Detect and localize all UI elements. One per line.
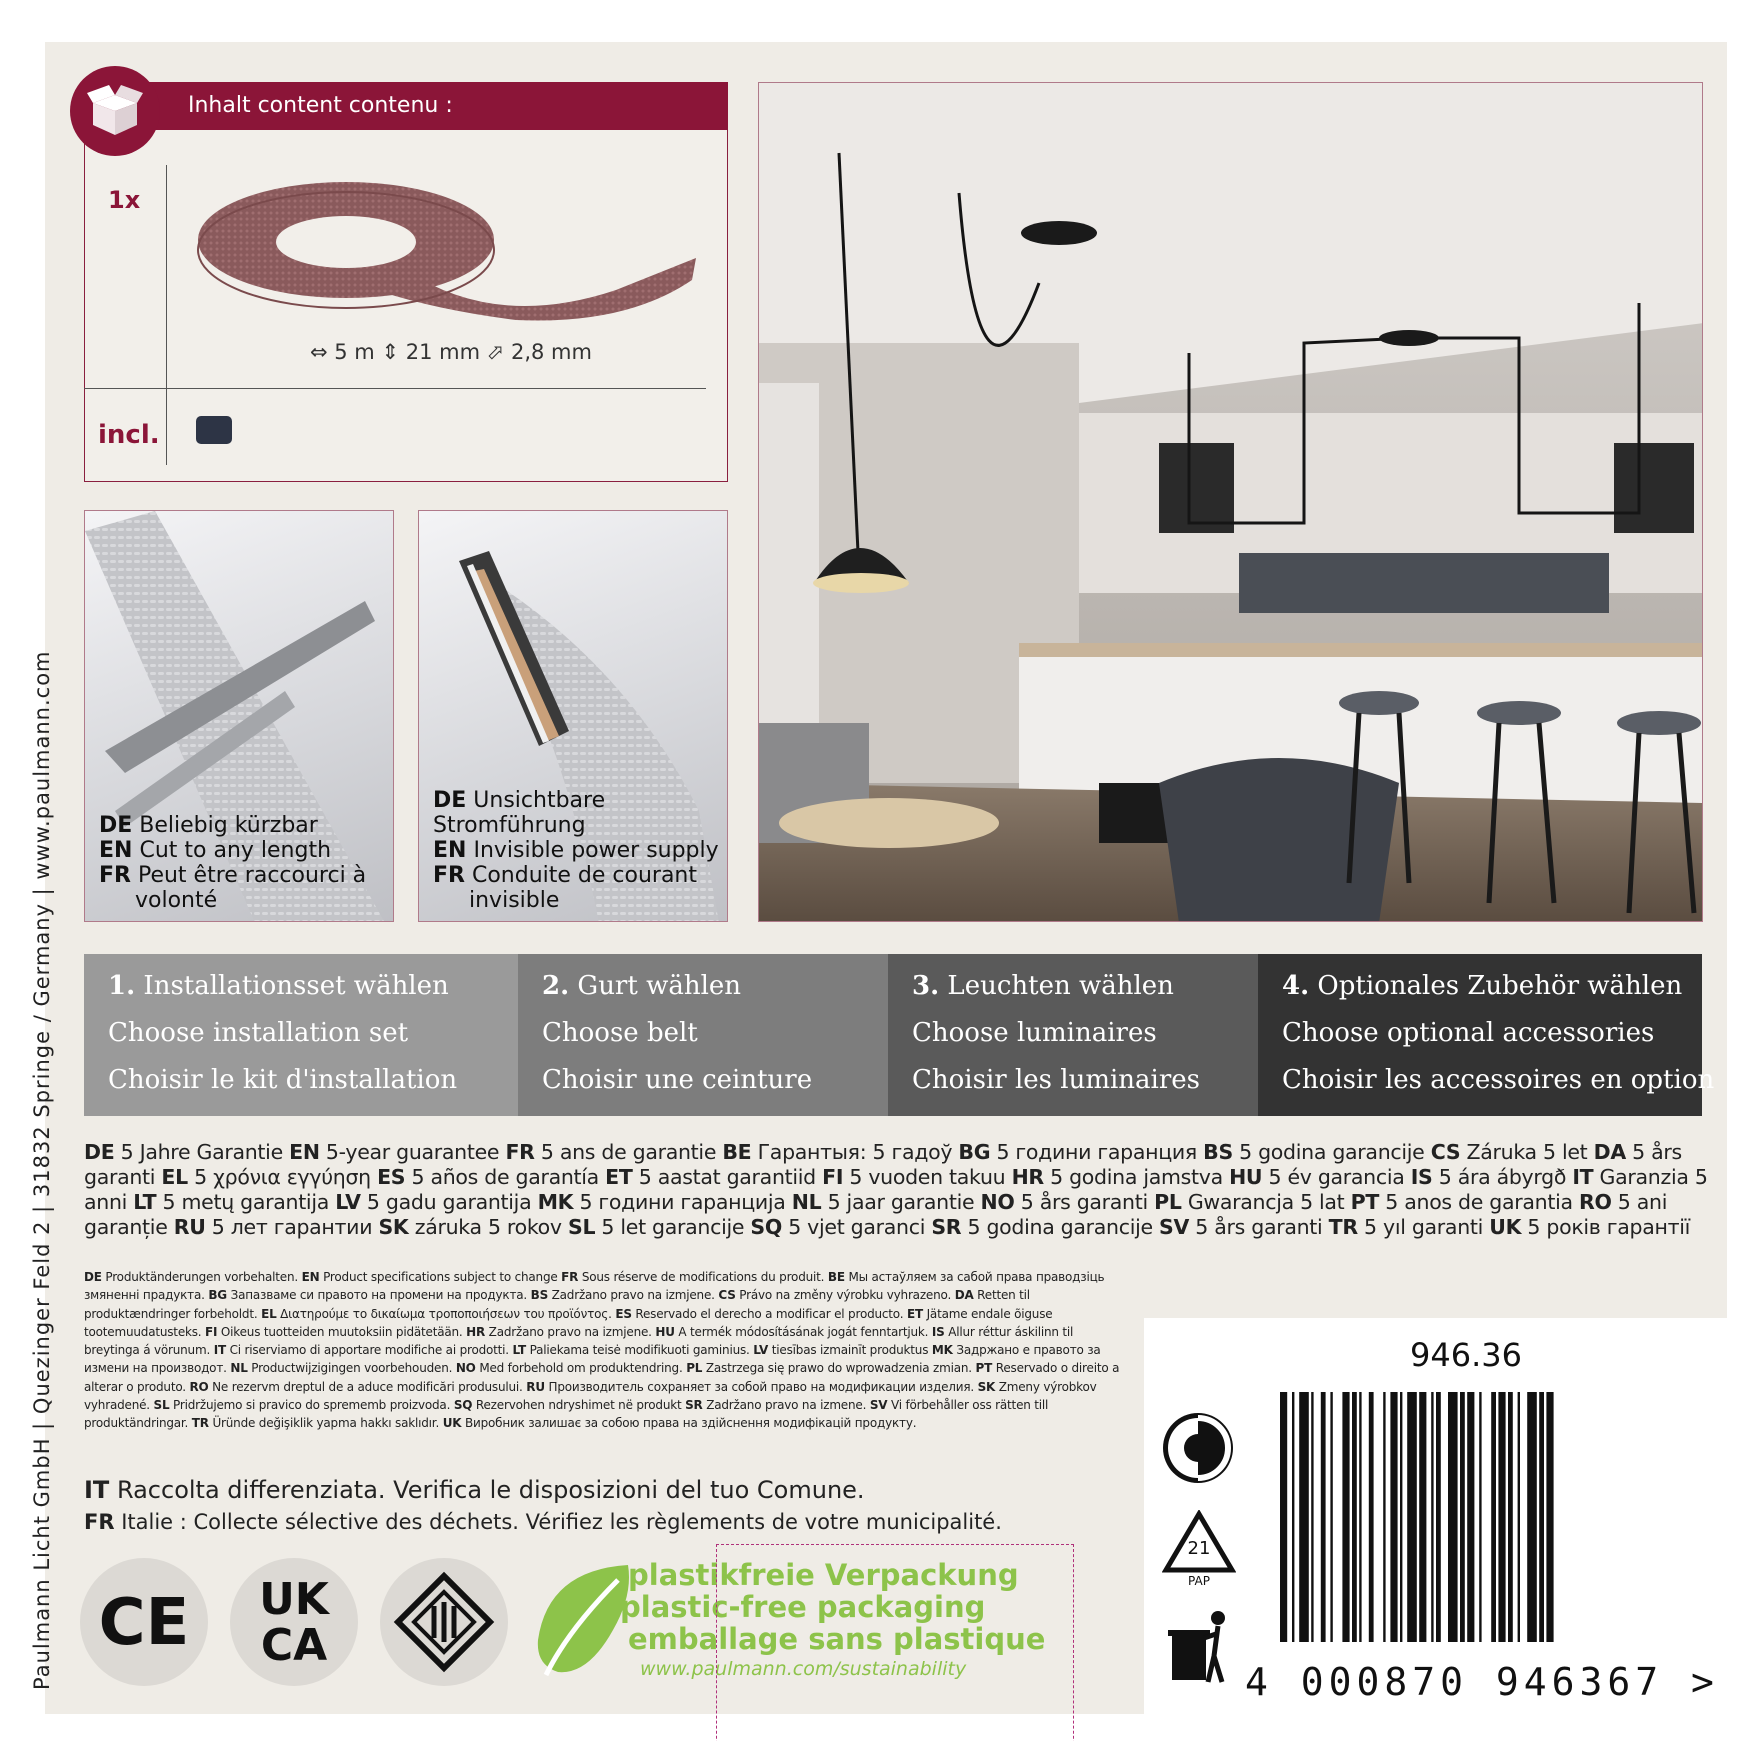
lang-code: BE [722, 1140, 752, 1164]
lang-text: Üründe değişiklik yapma hakkı saklıdır. [208, 1416, 443, 1431]
lang-code: SR [931, 1215, 962, 1239]
step-4: 4. Optionales Zubehör wählen Choose optional accessories Choisir les accessoires en option [1258, 954, 1702, 1116]
lang-text: Gwarancja 5 lat [1181, 1190, 1351, 1214]
lang-text: Productwijzigingen voorbehouden. [247, 1361, 456, 1376]
barcode-bar [1436, 1392, 1441, 1642]
lang-text: 5 års garanti [1189, 1215, 1329, 1239]
lang-text: 5 aastat garantiid [632, 1165, 823, 1189]
lang-code: BE [827, 1270, 845, 1284]
lang-text: Paliekama teisė modifikuoti gaminius. [525, 1343, 754, 1358]
lang-code: HR [1011, 1165, 1044, 1189]
lang-text: Reservado el derecho a modificar el producto. [631, 1306, 907, 1321]
lang-code: SQ [453, 1398, 473, 1413]
lang-code: EN [289, 1140, 320, 1164]
barcode-bar [1518, 1392, 1520, 1642]
barcode-bar [1390, 1392, 1397, 1642]
barcode-bar [1527, 1392, 1537, 1642]
plastic-free-en: plastic-free packaging [620, 1590, 986, 1624]
power-caption: DE Unsichtbare Stromführung EN Invisible power supply FR Conduite de courant invisible [433, 788, 719, 913]
lang-text: Product specifications subject to change [319, 1270, 562, 1284]
lang-text: Zastrzega się prawo do wprowadzenia zmian. [702, 1361, 976, 1376]
step-3: 3. Leuchten wählen Choose luminaires Choisir les luminaires [888, 954, 1258, 1116]
lang-code: SL [153, 1398, 170, 1413]
green-dot-icon [1160, 1410, 1236, 1486]
lang-code: UK [1489, 1215, 1522, 1239]
lang-code: RU [526, 1379, 545, 1394]
barcode-bar [1292, 1392, 1294, 1642]
company-address: Paulmann Licht GmbH | Quezinger Feld 2 | 31832 Springe / Germany | www.paulmann.com [30, 650, 54, 1690]
barcode-bar [1321, 1392, 1326, 1642]
lang-text: Мы астаўляем за сабой права праводзіць змяненні прадукта. [84, 1270, 1105, 1303]
lang-code: SK [378, 1215, 409, 1239]
lang-code: SV [869, 1398, 888, 1413]
lang-code: LV [753, 1343, 769, 1358]
lang-text: 5 años de garantía [405, 1165, 606, 1189]
lang-text: Ci riserviamo di apportare modifiche ai prodotti. [225, 1343, 513, 1358]
sustainability-link[interactable]: www.paulmann.com/sustainability [640, 1658, 967, 1680]
lang-text: Zmeny výrobkov vyhradené. [84, 1379, 1097, 1413]
lang-text: 5 gadu garantija [360, 1190, 538, 1214]
barcode-bar [1491, 1392, 1496, 1642]
ean-number: 4 000870 946367 > [1245, 1660, 1719, 1704]
lang-text: Гарантыя: 5 гадоў [751, 1140, 959, 1164]
barcode-bar [1460, 1392, 1465, 1642]
lang-code: ET [605, 1165, 633, 1189]
lang-code: DE [84, 1270, 102, 1284]
lang-text: Med forbehold om produktendring. [475, 1361, 687, 1376]
lang-text: Retten til produktændringer forbeholdt. [84, 1288, 1030, 1321]
lang-text: Производитель сохраняет за собой право на модификации изделия. [544, 1379, 978, 1394]
lang-code: NL [791, 1190, 822, 1214]
lang-text: Produktänderungen vorbehalten. [101, 1270, 302, 1284]
cut-to-length-photo [84, 510, 394, 922]
lang-code: FR [561, 1270, 579, 1284]
lang-code: EN [301, 1270, 320, 1284]
lang-text: 5 godina garancije [1232, 1140, 1431, 1164]
lang-text: 5 metų garantija [156, 1190, 336, 1214]
barcode-bar [1369, 1392, 1374, 1642]
barcode-bar [1448, 1392, 1458, 1642]
lang-text: Jätame endale õiguse tootemuudatusteks. [84, 1306, 1053, 1339]
lang-code: SV [1159, 1215, 1190, 1239]
lang-text: Rezervohen ndryshimet në produkt [472, 1398, 686, 1413]
lang-code: HU [655, 1324, 675, 1339]
belt-dimensions: ⇔ 5 m ⇕ 21 mm ⬀ 2,8 mm [310, 340, 592, 364]
lang-text: 5 ani garanție [84, 1190, 1668, 1239]
ce-mark-icon: CE [80, 1558, 208, 1686]
barcode-bar [1299, 1392, 1309, 1642]
lang-code: EL [261, 1306, 277, 1321]
lang-code: BS [530, 1288, 549, 1303]
die-cut-line [716, 1544, 1074, 1741]
protection-class-iii-icon [380, 1558, 508, 1686]
lang-code: PL [1154, 1190, 1182, 1214]
lang-text: 5 років гарантії [1521, 1215, 1691, 1239]
lang-text: 5 års garanti [84, 1140, 1682, 1189]
lang-text: Zadržano pravo na izmene. [702, 1398, 870, 1413]
lang-text: Pridržujemo si pravico do sprememb proizvoda. [169, 1398, 454, 1413]
divider-horizontal [84, 388, 706, 389]
lang-text: Zadržano pravo na izmjene. [548, 1288, 719, 1303]
lang-code: CS [1430, 1140, 1461, 1164]
belt-roll-image [196, 180, 696, 330]
barcode-bar [1330, 1392, 1332, 1642]
lang-text: 5 vjet garanci [782, 1215, 932, 1239]
barcode-bar [1498, 1392, 1505, 1642]
lang-code: FI [822, 1165, 844, 1189]
lang-code: EL [161, 1165, 188, 1189]
barcode-bar [1280, 1392, 1287, 1642]
lang-code: LT [133, 1190, 157, 1214]
lang-code: FR [505, 1140, 535, 1164]
plastic-free-de: plastikfreie Verpackung [628, 1558, 1019, 1592]
ean-barcode [1280, 1392, 1660, 1642]
lang-text: tiesības izmainīt produktus [768, 1343, 932, 1358]
lang-text: 5 години гаранция [990, 1140, 1204, 1164]
lang-text: 5 vuoden takuu [843, 1165, 1012, 1189]
lang-text: 5 jaar garantie [821, 1190, 981, 1214]
barcode-bar [1546, 1392, 1553, 1642]
lang-text: 5 let garancije [595, 1215, 751, 1239]
lang-text: Διατηρούμε το δικαίωμα τροποποιήσεων του προϊόντος. [276, 1306, 616, 1321]
product-change-notice [84, 1268, 1124, 1433]
lang-code: SL [567, 1215, 596, 1239]
lang-code: RO [189, 1379, 209, 1394]
lang-code: RO [1578, 1190, 1612, 1214]
lang-code: DE [84, 1140, 115, 1164]
barcode-bar [1342, 1392, 1349, 1642]
lang-code: LT [512, 1343, 526, 1358]
lang-code: MK [537, 1190, 574, 1214]
lang-code: PT [975, 1361, 993, 1376]
lang-code: DA [1593, 1140, 1626, 1164]
barcode-bar [1479, 1392, 1481, 1642]
lang-text: Запазваме си правото на промени на продукта. [226, 1288, 531, 1303]
lang-text: Záruka 5 let [1460, 1140, 1594, 1164]
divider-vertical [166, 165, 167, 465]
lang-code: CS [718, 1288, 736, 1303]
lang-code: BS [1203, 1140, 1233, 1164]
lang-text: Sous réserve de modifications du produit. [578, 1270, 828, 1284]
lang-text: Oikeus tuotteiden muutoksiin pidätetään. [217, 1324, 467, 1339]
lang-text: Allur réttur áskilinn til breytinga á vörunum. [84, 1324, 1074, 1358]
lang-text: 5 godina jamstva [1043, 1165, 1230, 1189]
barcode-bar [1419, 1392, 1426, 1642]
lang-text: 5 yıl garanti [1357, 1215, 1490, 1239]
barcode-bar [1539, 1392, 1544, 1642]
lang-code: PT [1350, 1190, 1380, 1214]
content-header: Inhalt content contenu : [136, 82, 728, 130]
lang-code: NO [455, 1361, 476, 1376]
lang-code: IT [213, 1343, 226, 1358]
package-box-icon [70, 66, 160, 156]
lang-code: ES [615, 1306, 632, 1321]
lang-text: Garanzia 5 anni [84, 1165, 1708, 1214]
lang-text: 5 év garancia [1262, 1165, 1411, 1189]
belt-clip-image [196, 416, 232, 444]
step-2: 2. Gurt wählen Choose belt Choisir une ceinture [518, 954, 888, 1116]
barcode-bar [1400, 1392, 1402, 1642]
lang-text: Задржано е правото за измени на производот. [84, 1343, 1101, 1376]
barcode-bar [1352, 1392, 1357, 1642]
lang-code: MK [931, 1343, 953, 1358]
barcode-bar [1407, 1392, 1417, 1642]
barcode-bar [1311, 1392, 1313, 1642]
plastic-free-fr: emballage sans plastique [628, 1622, 1046, 1656]
barcode-bar [1359, 1392, 1361, 1642]
lang-code: SK [977, 1379, 996, 1394]
lang-code: SR [685, 1398, 703, 1413]
lang-text: Právo na změny výrobku vyhrazeno. [735, 1288, 955, 1303]
installation-steps [84, 954, 1715, 1116]
lang-text: 5 години гаранција [573, 1190, 792, 1214]
lang-code: HR [466, 1324, 486, 1339]
recycling-triangle-icon: 21 PAP [1162, 1510, 1236, 1590]
lang-code: ET [906, 1306, 923, 1321]
lang-text: Виробник залишає за собою права на здійснення модифікацій продукту. [461, 1416, 917, 1431]
lang-code: IT [1572, 1165, 1594, 1189]
recycling-it: IT Raccolta differenziata. Verifica le disposizioni del tuo Comune. [84, 1476, 865, 1504]
lang-code: ES [377, 1165, 406, 1189]
lang-code: FI [205, 1324, 218, 1339]
lang-text: 5-year guarantee [319, 1140, 506, 1164]
lang-code: SQ [750, 1215, 782, 1239]
lang-text: 5 anos de garantia [1379, 1190, 1579, 1214]
lang-text: 5 Jahre Garantie [114, 1140, 290, 1164]
lang-code: IS [1410, 1165, 1433, 1189]
included-label: incl. [98, 420, 160, 450]
lang-code: HU [1229, 1165, 1263, 1189]
lang-text: 5 ára ábyrgð [1432, 1165, 1573, 1189]
cut-caption: DE Beliebig kürzbar EN Cut to any length FR Peut être raccourci à volonté [99, 813, 367, 913]
step-1: 1. Installationsset wählen Choose installation set Choisir le kit d'installation [84, 954, 518, 1116]
lang-code: BG [208, 1288, 227, 1303]
recycling-fr: FR Italie : Collecte sélective des déchets. Vérifiez les règlements de votre municipalité. [84, 1510, 1002, 1534]
barcode-bar [1431, 1392, 1433, 1642]
lang-text: Ne rezervm dreptul de a aduce modificări produsului. [208, 1379, 527, 1394]
lang-code: PL [686, 1361, 703, 1376]
lang-text: 5 ans de garantie [534, 1140, 723, 1164]
lang-text: Vi förbehåller oss rätten till produktändringar. [84, 1398, 1049, 1431]
trash-bin-icon [1164, 1606, 1234, 1686]
barcode-bar [1383, 1392, 1385, 1642]
lang-code: NL [230, 1361, 248, 1376]
lang-text: 5 godina garancije [961, 1215, 1160, 1239]
lang-code: LV [335, 1190, 361, 1214]
article-number: 946.36 [1410, 1336, 1522, 1374]
lang-code: DA [954, 1288, 974, 1303]
lang-code: TR [1328, 1215, 1358, 1239]
ukca-mark-icon: UK CA [230, 1558, 358, 1686]
lang-text: A termék módosításának jogát fenntartjuk. [674, 1324, 932, 1339]
lang-code: TR [191, 1416, 209, 1431]
lang-text: Reservado o direito a alterar o produto. [84, 1361, 1120, 1394]
lang-code: IS [931, 1324, 945, 1339]
lang-text: záruka 5 rokov [408, 1215, 568, 1239]
lang-code: UK [442, 1416, 462, 1431]
barcode-bar [1508, 1392, 1513, 1642]
lang-text: Zadržano pravo na izmjene. [485, 1324, 656, 1339]
lang-code: RU [173, 1215, 206, 1239]
lang-text: 5 års garanti [1014, 1190, 1155, 1214]
lang-text: 5 χρόνια εγγύηση [187, 1165, 378, 1189]
lang-code: BG [958, 1140, 991, 1164]
lang-code: NO [980, 1190, 1015, 1214]
kitchen-interior-photo [758, 82, 1703, 922]
quantity-label: 1x [108, 186, 141, 214]
guarantee-text [84, 1140, 1714, 1240]
invisible-power-photo [418, 510, 728, 922]
lang-text: 5 лет гарантии [205, 1215, 379, 1239]
barcode-bar [1467, 1392, 1474, 1642]
